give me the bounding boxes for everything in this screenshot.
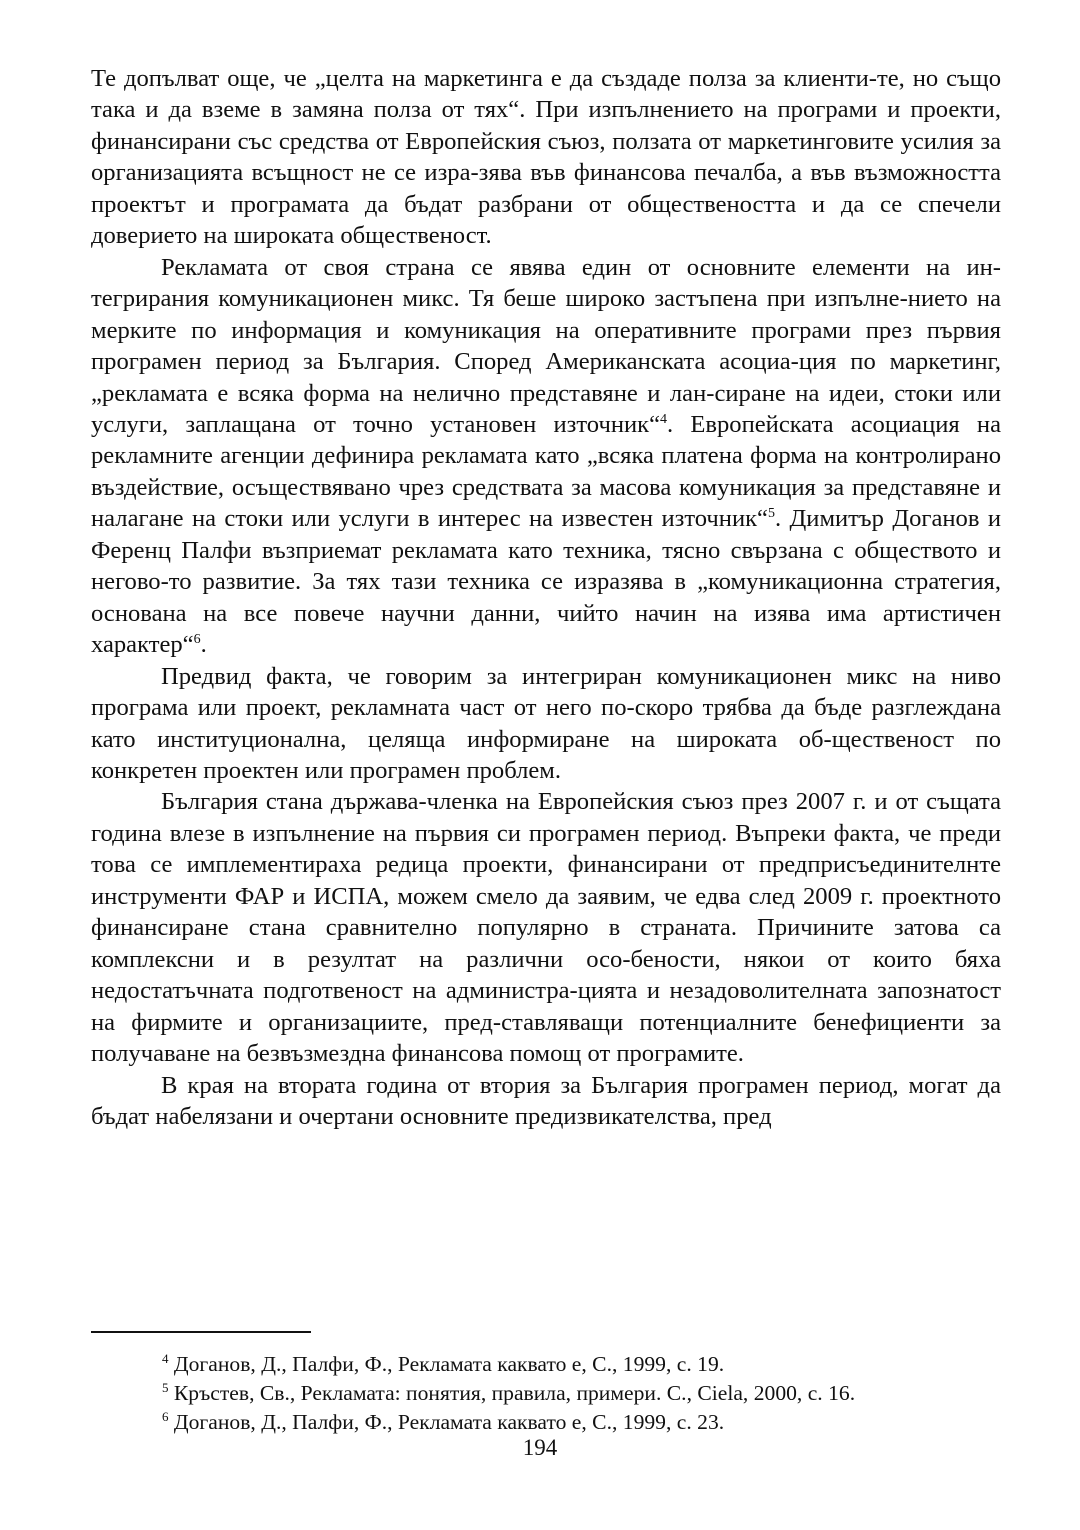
footnote-number: 5 bbox=[162, 1380, 169, 1395]
footnote-text: Доганов, Д., Палфи, Ф., Рекламата каквато е, С., 1999, с. 19. bbox=[173, 1352, 725, 1376]
footnote-ref-5: 5 bbox=[767, 506, 775, 522]
footnote-text: Кръстев, Св., Рекламата: понятия, правила, примери. С., Ciela, 2000, с. 16. bbox=[173, 1381, 856, 1405]
footnote-divider bbox=[91, 1331, 311, 1333]
main-text bbox=[91, 63, 1001, 1132]
footnote-number: 4 bbox=[162, 1351, 169, 1366]
paragraph-2-part-d: . bbox=[200, 631, 207, 659]
paragraph-2 bbox=[91, 252, 1001, 661]
footnote-number: 6 bbox=[162, 1409, 169, 1424]
footnote-4 bbox=[162, 1350, 1022, 1379]
paragraph-2-part-c: . Димитър Доганов и Ференц Палфи възприемат рекламата като техника, тясно свързана с обществото и негово-то развитие. За тях тази техника се изразява в „комуникационна стратегия, основана на все повече научни данни, чийто начин на изява има артистичен характер“ bbox=[91, 505, 1002, 659]
footnote-5 bbox=[162, 1379, 1022, 1408]
page-number: 194 bbox=[522, 1435, 558, 1460]
footnote-ref-6: 6 bbox=[193, 632, 201, 648]
footnote-ref-4: 4 bbox=[660, 411, 668, 427]
footnotes bbox=[162, 1350, 1022, 1437]
footnote-text: Доганов, Д., Палфи, Ф., Рекламата каквато е, С., 1999, с. 23. bbox=[173, 1410, 725, 1434]
paragraph-2-part-a: Рекламата от своя страна се явява един от основните елементи на ин-тегрирания комуникационен микс. Тя беше широко застъпена при изпълне-нието на мерките по информация и комуникация на оперативните програми през първия програмен период за България. Според Американската асоциа-ция по маркетинг, „рекламата е всяка форма на нелично представяне и лан-сиране на идеи, стоки или услуги, заплащана от точно установен източник“ bbox=[91, 253, 1001, 438]
paragraph-3: Предвид факта, че говорим за интегриран комуникационен микс на ниво програма или проект, рекламната част от него по-скоро трябва да бъде разглеждана като институционална, целяща информиране на широката об-щественост по конкретен проектен или програмен проблем. bbox=[91, 662, 1001, 784]
paragraph-2-part-b: . Европейската асоциация на рекламните агенции дефинира рекламата като „всяка платена форма на контролирано въздействие, осъществявано чрез средствата за масова комуникация за представяне и налагане на стоки или услуги в интерес на известен източник“ bbox=[91, 410, 1001, 533]
paragraph-5: В края на втората година от втория за България програмен период, могат да бъдат набелязани и очертани основните предизвикателства, пред bbox=[91, 1071, 1001, 1130]
paragraph-1: Те допълват още, че „целта на маркетинга е да създаде полза за клиенти-те, но също така и да вземе в замяна полза от тях“. При изпълнението на програми и проекти, финансирани със средства от Европейския съюз, ползата от маркетинговите усилия за организацията всъщност не се изра-зява във финансова печалба, а във възможността проектът и програмата да бъдат разбрани от обществеността и да се спечели доверието на широката общественост. bbox=[91, 65, 1001, 250]
paragraph-4: България стана държава-членка на Европейския съюз през 2007 г. и от същата година влезе в изпълнение на първия си програмен период. Въпреки факта, че преди това се имплементираха редица проекти, финансирани от предприсъединителнте инструменти ФАР и ИСПА, можем смело да заявим, че едва след 2009 г. проектното финансиране стана сравнително популярно в страната. Причините затова са комплексни и в резултат на различни осо-бености, някои от които бяха недостатъчната подготвеност на администра-цията и незадоволителната запознатост на фирмите и организациите, пред-ставляващи потенциалните бенефициенти за получаване на безвъзмездна финансова помощ от програмите. bbox=[91, 788, 1001, 1068]
